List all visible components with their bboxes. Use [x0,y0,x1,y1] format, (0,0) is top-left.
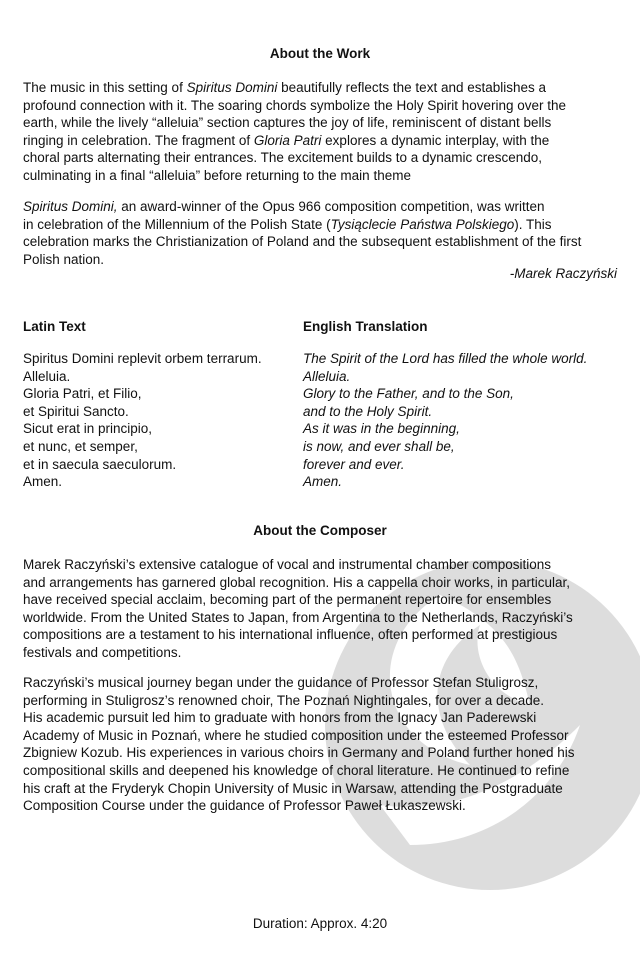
english-line: Amen. [303,474,343,490]
italic-title: Spiritus Domini, [23,199,118,214]
english-line: Glory to the Father, and to the Son, [303,386,514,402]
latin-line: Spiritus Domini replevit orbem terrarum. [23,351,262,366]
latin-line: Alleluia. [23,368,71,384]
paragraph-line: culminating in a final “alleluia” before returning to the main theme [23,167,411,183]
english-line: Alleluia. [303,368,351,384]
about-work-title: About the Work [269,46,371,61]
paragraph-line: celebration marks the Christianization of Poland and the subsequent establishment of the first [23,234,582,250]
about-work-paragraph-1 [23,79,623,185]
latin-text-heading: Latin Text [23,319,86,334]
paragraph-line: festivals and competitions. [23,644,182,660]
english-line: forever and ever. [303,456,405,472]
about-composer-title: About the Composer [253,523,387,538]
paragraph-line: earth, while the lively “alleluia” section captures the joy of life, reminiscent of distant bells [23,115,552,131]
latin-text-list [23,350,262,491]
paragraph-line: and arrangements has garnered global recognition. His a cappella choir works, in particular, [23,574,571,590]
paragraph-line: Raczyński’s musical journey began under the guidance of Professor Stefan Stuligrosz, [23,675,539,690]
paragraph-line: in celebration of the Millennium of the Polish State (Tysiąclecie Państwa Polskiego). This [23,216,552,232]
paragraph-line: Polish nation. [23,251,105,267]
paragraph-line: Composition Course under the guidance of Professor Paweł Łukaszewski. [23,798,466,814]
paragraph-line: Spiritus Domini, an award-winner of the Opus 966 composition competition, was written [23,199,545,214]
paragraph-line: have received special acclaim, becoming part of the permanent repertoire for ensembles [23,592,552,608]
paragraph-line: worldwide. From the United States to Japan, from Argentina to the Netherlands, Raczyński’s [23,609,573,625]
about-composer-paragraph-1 [23,556,623,662]
paragraph-line: Zbigniew Kozub. His experiences in various choirs in Germany and Poland further honed his [23,745,575,761]
paragraph-line: ringing in celebration. The fragment of Gloria Patri explores a dynamic interplay, with the [23,132,550,148]
paragraph-line: Academy of Music in Poznań, where he studied composition under the esteemed Professor [23,727,569,743]
english-translation-heading: English Translation [303,319,428,334]
attribution: -Marek Raczyński [509,266,617,281]
paragraph-line: profound connection with it. The soaring chords symbolize the Holy Spirit hovering over the [23,97,567,113]
latin-line: et in saecula saeculorum. [23,456,177,472]
english-line: and to the Holy Spirit. [303,403,433,419]
latin-line: et nunc, et semper, [23,438,138,454]
latin-line: Sicut erat in principio, [23,421,153,437]
italic-title: Tysiąclecie Państwa Polskiego [330,216,515,232]
paragraph-line: Marek Raczyński’s extensive catalogue of vocal and instrumental chamber compositions [23,557,552,572]
about-composer-paragraph-2 [23,674,623,815]
english-translation-list [303,350,587,491]
paragraph-line: performing in Stuligrosz’s renowned choir, The Poznań Nightingales, for over a decade. [23,692,545,708]
paragraph-line: His academic pursuit led him to graduate with honors from the Ignacy Jan Paderewski [23,710,537,726]
italic-title: Gloria Patri [253,132,322,148]
latin-line: Amen. [23,474,63,490]
latin-line: et Spiritui Sancto. [23,403,129,419]
paragraph-line: compositional skills and deepened his knowledge of choral literature. He continued to refine [23,762,570,778]
english-line: As it was in the beginning, [303,421,460,437]
latin-line: Gloria Patri, et Filio, [23,386,142,402]
duration: Duration: Approx. 4:20 [252,916,388,931]
italic-title: Spiritus Domini [186,80,278,95]
paragraph-line: choral parts alternating their entrances. The excitement builds to a dynamic crescendo, [23,150,543,166]
about-work-paragraph-2 [23,198,623,268]
english-line: The Spirit of the Lord has filled the whole world. [303,351,588,366]
paragraph-line: his craft at the Fryderyk Chopin University of Music in Warsaw, attending the Postgraduate [23,780,563,796]
paragraph-line: The music in this setting of Spiritus Domini beautifully reflects the text and establishes a [23,80,547,95]
english-line: is now, and ever shall be, [303,438,455,454]
paragraph-line: compositions are a testament to his international influence, often performed at prestigious [23,627,558,643]
